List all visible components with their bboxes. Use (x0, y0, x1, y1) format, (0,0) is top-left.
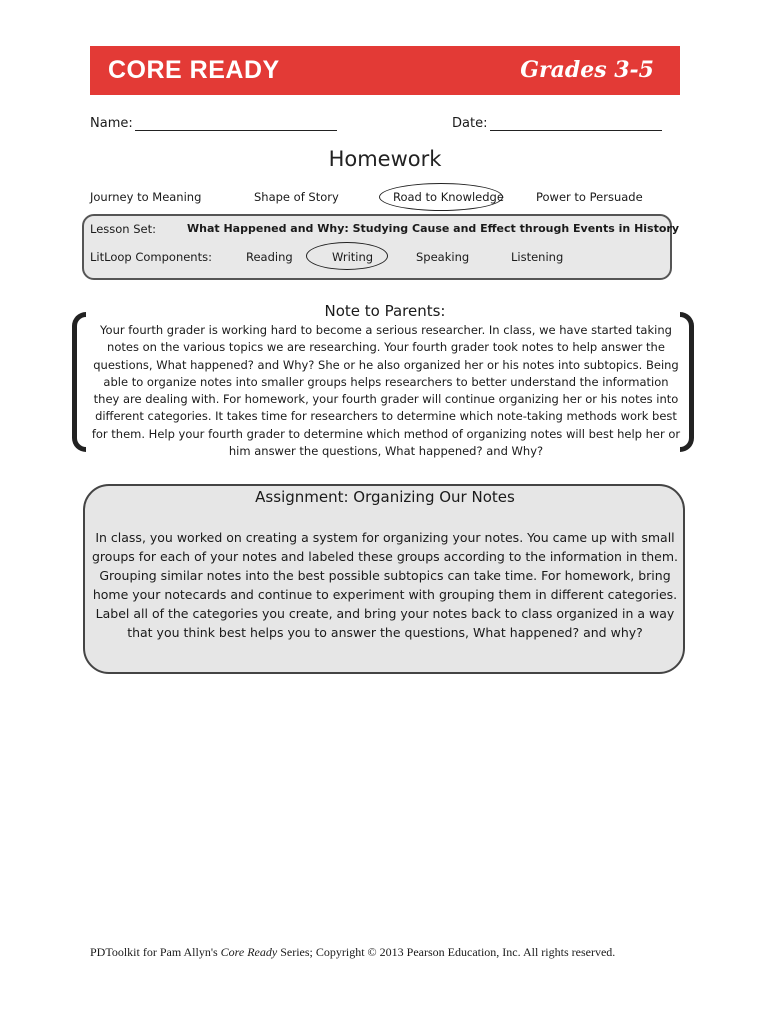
component-speaking: Speaking (416, 250, 470, 264)
unit-road-to-knowledge: Road to Knowledge (393, 190, 504, 204)
note-to-parents-title: Note to Parents: (324, 302, 446, 320)
lesson-set-label: Lesson Set: (90, 222, 157, 236)
unit-journey-to-meaning: Journey to Meaning (90, 190, 202, 204)
unit-power-to-persuade: Power to Persuade (536, 190, 643, 204)
right-brace (680, 312, 694, 452)
footer-series: Core Ready (220, 945, 278, 959)
component-writing: Writing (332, 250, 374, 264)
name-label: Name: (90, 116, 133, 131)
assignment-body: In class, you worked on creating a system for organizing your notes. You came up with small groups for each of your notes and labeled these groups according to the information in them. Grouping similar notes into the best possible subtopics can take time. For homework, bring home your notecards and continue to experiment with grouping them in different categories. Label all of the categories you create, and bring your notes back to class organized in a way that you think best helps you to answer the questions, What happened? and why? (92, 530, 678, 640)
footer-suffix: Series; Copyright © 2013 Pearson Education, Inc. All rights reserved. (277, 945, 616, 959)
left-brace (72, 312, 86, 452)
note-to-parents-body: Your fourth grader is working hard to become a serious researcher. In class, we have started taking notes on the various topics we are researching. Your fourth grader took notes to help answer the questions, What happened? and Why? She or he also organized her or his notes into subtopics. Being able to organize notes into smaller groups helps researchers to better understand the information they are dealing with. For homework, your fourth grader will continue organizing her or his notes into different categories. It takes time for researchers to determine which note-taking methods work best for them. Help your fourth grader to determine which method of organizing notes will best help her or him answer the questions, What happened? and Why? (91, 323, 681, 459)
footer-prefix: PDToolkit for Pam Allyn's (90, 945, 221, 959)
litloop-components-label: LitLoop Components: (90, 250, 212, 264)
page-title: Homework (328, 147, 442, 171)
component-listening: Listening (511, 250, 564, 264)
brand-logo: CORE READY (108, 56, 280, 84)
header-banner (90, 46, 680, 95)
footer-copyright (90, 945, 615, 960)
grades-label: Grades 3-5 (520, 57, 654, 83)
lesson-set-value: What Happened and Why: Studying Cause and Effect through Events in History (187, 222, 680, 235)
component-reading: Reading (246, 250, 293, 264)
date-field[interactable] (490, 130, 662, 131)
date-label: Date: (452, 116, 488, 131)
assignment-title: Assignment: Organizing Our Notes (255, 488, 515, 506)
name-field[interactable] (135, 130, 337, 131)
unit-shape-of-story: Shape of Story (254, 190, 339, 204)
